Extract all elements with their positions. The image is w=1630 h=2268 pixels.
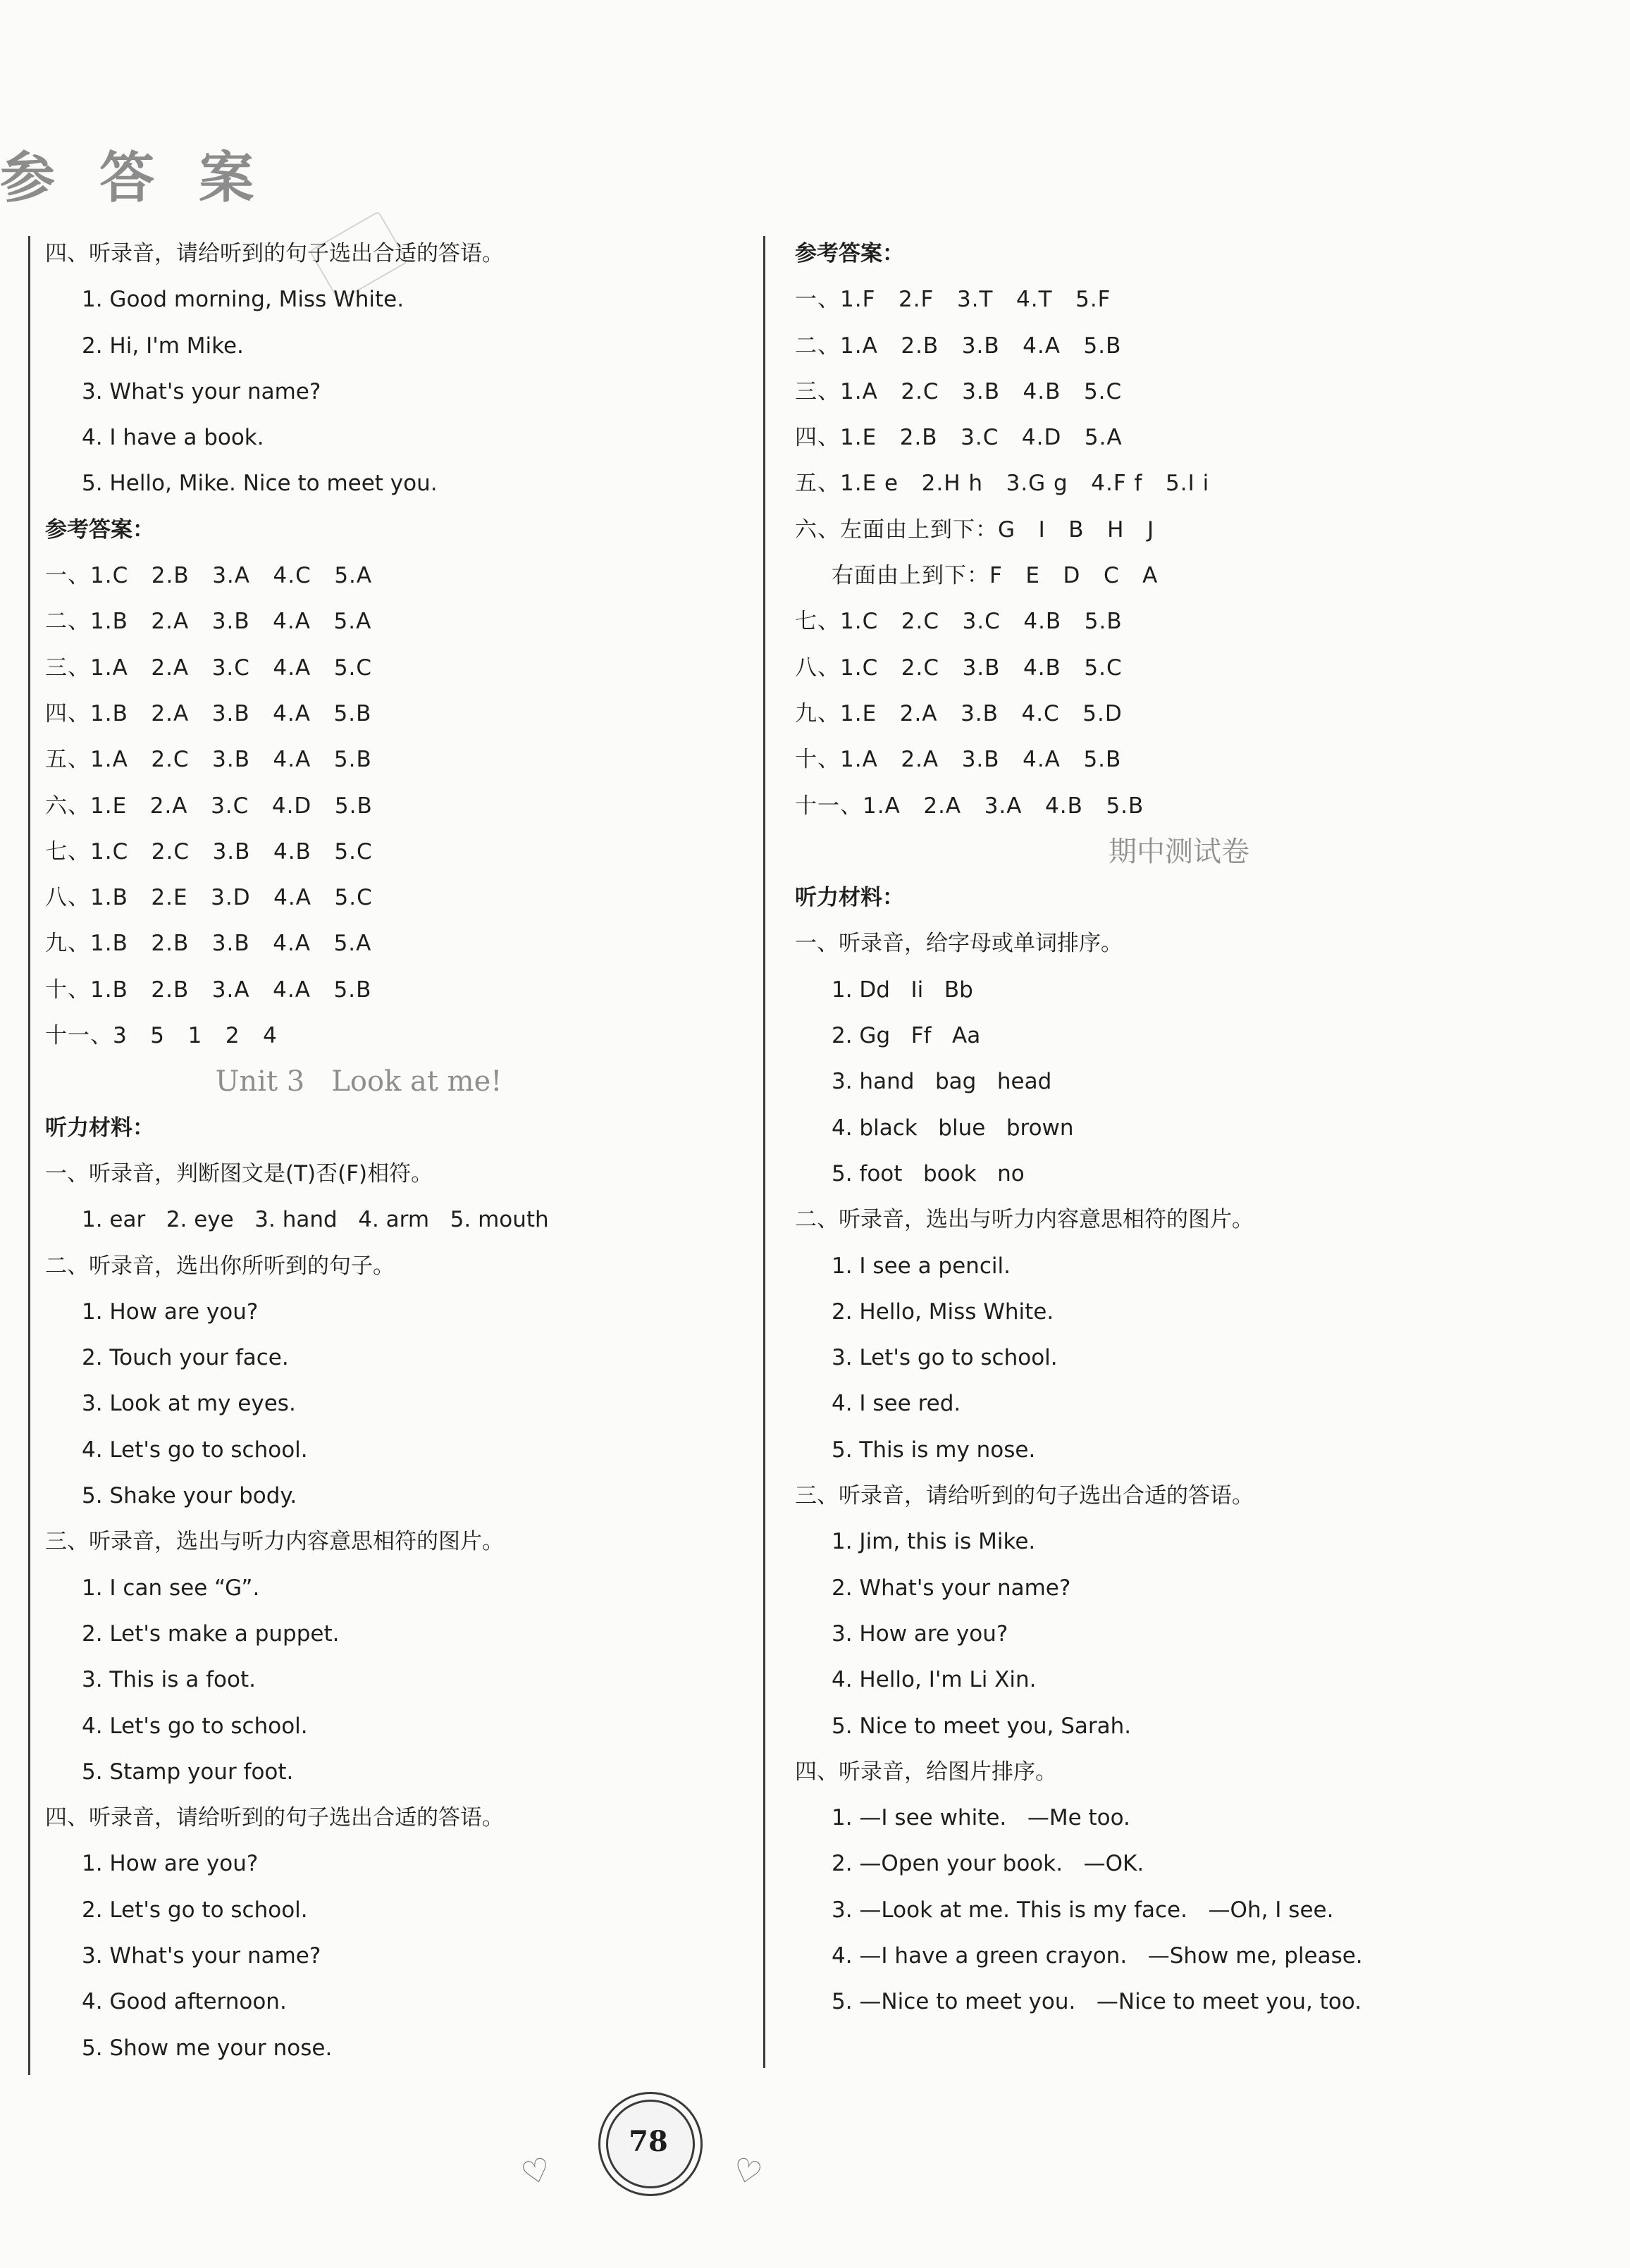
answer-row: 一、1.C 2.B 3.A 4.C 5.A	[45, 563, 373, 589]
transcript-item: 2. Touch your face.	[82, 1345, 289, 1371]
answer-row: 四、1.E 2.B 3.C 4.D 5.A	[795, 425, 1123, 451]
heart-ornament-icon: ♡	[728, 2149, 767, 2194]
transcript-item: 1. Good morning, Miss White.	[82, 287, 405, 313]
transcript-item: 1. I can see “G”.	[82, 1575, 260, 1601]
transcript-item: 4. —I have a green crayon. —Show me, please.	[832, 1942, 1363, 1969]
answer-row: 八、1.B 2.E 3.D 4.A 5.C	[45, 885, 373, 911]
transcript-item: 1. Jim, this is Mike.	[832, 1529, 1036, 1555]
answer-row: 十一、3 5 1 2 4	[45, 1023, 278, 1049]
transcript-item: 5. This is my nose.	[832, 1437, 1036, 1463]
page-footer	[507, 2086, 789, 2226]
answer-row: 八、1.C 2.C 3.B 4.B 5.C	[795, 655, 1123, 681]
answer-row: 十、1.A 2.A 3.B 4.A 5.B	[795, 747, 1122, 773]
answer-row: 五、1.A 2.C 3.B 4.A 5.B	[45, 747, 372, 773]
transcript-item: 5. Hello, Mike. Nice to meet you.	[82, 471, 438, 497]
question-heading: 四、听录音，请给听到的句子选出合适的答语。	[45, 241, 504, 266]
transcript-item: 1. How are you?	[82, 1299, 259, 1325]
transcript-item: 2. —Open your book. —OK.	[832, 1851, 1144, 1877]
heart-ornament-icon: ♡	[517, 2149, 555, 2194]
transcript-item: 4. Hello, I'm Li Xin.	[832, 1667, 1037, 1693]
transcript-item: 1. Dd Ii Bb	[832, 977, 973, 1003]
answer-row: 七、1.C 2.C 3.B 4.B 5.C	[45, 838, 373, 865]
transcript-item: 1. —I see white. —Me too.	[832, 1805, 1130, 1831]
transcript-item: 4. I see red.	[832, 1391, 961, 1417]
column-divider	[763, 236, 765, 2068]
answer-row: 十、1.B 2.B 3.A 4.A 5.B	[45, 977, 372, 1003]
transcript-item: 2. Let's make a puppet.	[82, 1621, 340, 1647]
transcript-item: 1. I see a pencil.	[832, 1253, 1011, 1279]
transcript-item: 4. Good afternoon.	[82, 1989, 287, 2015]
answer-row: 三、1.A 2.C 3.B 4.B 5.C	[795, 378, 1123, 404]
answer-row: 九、1.E 2.A 3.B 4.C 5.D	[795, 700, 1123, 726]
answer-row: 三、1.A 2.A 3.C 4.A 5.C	[45, 655, 373, 681]
transcript-item: 3. hand bag head	[832, 1069, 1052, 1095]
answer-row: 九、1.B 2.B 3.B 4.A 5.A	[45, 931, 372, 957]
unit-title: 期中测试卷	[1109, 835, 1249, 868]
section-label: 参考答案：	[45, 516, 154, 543]
transcript-item: 5. —Nice to meet you. —Nice to meet you, too.	[832, 1989, 1362, 2015]
answer-row: 一、1.F 2.F 3.T 4.T 5.F	[795, 287, 1111, 313]
transcript-item: 2. Hi, I'm Mike.	[82, 333, 244, 359]
question-heading: 四、听录音，给图片排序。	[795, 1759, 1057, 1785]
left-margin-rule	[28, 236, 30, 2075]
transcript-item: 2. What's your name?	[832, 1575, 1071, 1601]
transcript-item: 3. How are you?	[832, 1621, 1008, 1647]
section-label: 听力材料：	[45, 1115, 154, 1141]
answer-row: 六、左面由上到下：G I B H J	[795, 516, 1155, 543]
answer-row: 五、1.E e 2.H h 3.G g 4.F f 5.I i	[795, 471, 1210, 497]
left-column	[45, 231, 750, 2071]
question-heading: 四、听录音，请给听到的句子选出合适的答语。	[45, 1805, 504, 1831]
transcript-item: 5. Shake your body.	[82, 1483, 297, 1509]
transcript-item: 3. What's your name?	[82, 1942, 321, 1969]
transcript-item: 2. Let's go to school.	[82, 1897, 308, 1923]
transcript-item: 4. black blue brown	[832, 1115, 1074, 1141]
transcript-item: 1. How are you?	[82, 1851, 259, 1877]
unit-title: Unit 3 Look at me!	[215, 1065, 502, 1098]
answer-row: 四、1.B 2.A 3.B 4.A 5.B	[45, 700, 372, 726]
section-label: 听力材料：	[795, 885, 904, 911]
transcript-item: 5. Stamp your foot.	[82, 1759, 294, 1785]
transcript-item: 3. Let's go to school.	[832, 1345, 1058, 1371]
transcript-item: 3. This is a foot.	[82, 1667, 256, 1693]
transcript-item: 1. ear 2. eye 3. hand 4. arm 5. mouth	[82, 1207, 549, 1233]
transcript-item: 2. Hello, Miss White.	[832, 1299, 1054, 1325]
transcript-item: 2. Gg Ff Aa	[832, 1023, 981, 1049]
transcript-item: 5. foot book no	[832, 1160, 1025, 1186]
question-heading: 三、听录音，请给听到的句子选出合适的答语。	[795, 1483, 1254, 1509]
transcript-item: 5. Show me your nose.	[82, 2035, 333, 2061]
answer-row: 六、1.E 2.A 3.C 4.D 5.B	[45, 793, 373, 819]
question-heading: 三、听录音，选出与听力内容意思相符的图片。	[45, 1529, 504, 1555]
transcript-item: 3. What's your name?	[82, 378, 321, 404]
transcript-item: 3. —Look at me. This is my face. —Oh, I see.	[832, 1897, 1334, 1923]
transcript-item: 4. Let's go to school.	[82, 1437, 308, 1463]
answer-row: 十一、1.A 2.A 3.A 4.B 5.B	[795, 793, 1144, 819]
question-heading: 二、听录音，选出你所听到的句子。	[45, 1253, 395, 1279]
question-heading: 一、听录音，给字母或单词排序。	[795, 931, 1123, 957]
answer-row: 二、1.A 2.B 3.B 4.A 5.B	[795, 333, 1122, 359]
answer-row: 右面由上到下：F E D C A	[832, 563, 1159, 589]
section-label: 参考答案：	[795, 241, 904, 266]
answer-row: 二、1.B 2.A 3.B 4.A 5.A	[45, 609, 372, 635]
transcript-item: 3. Look at my eyes.	[82, 1391, 296, 1417]
page-header-title: 参 答 案	[0, 146, 267, 210]
transcript-item: 4. I have a book.	[82, 425, 264, 451]
transcript-item: 5. Nice to meet you, Sarah.	[832, 1713, 1132, 1739]
answer-row: 七、1.C 2.C 3.C 4.B 5.B	[795, 609, 1123, 635]
question-heading: 一、听录音，判断图文是(T)否(F)相符。	[45, 1160, 433, 1186]
question-heading: 二、听录音，选出与听力内容意思相符的图片。	[795, 1207, 1254, 1233]
page-number: 78	[629, 2125, 668, 2158]
transcript-item: 4. Let's go to school.	[82, 1713, 308, 1739]
right-column	[795, 231, 1605, 2026]
